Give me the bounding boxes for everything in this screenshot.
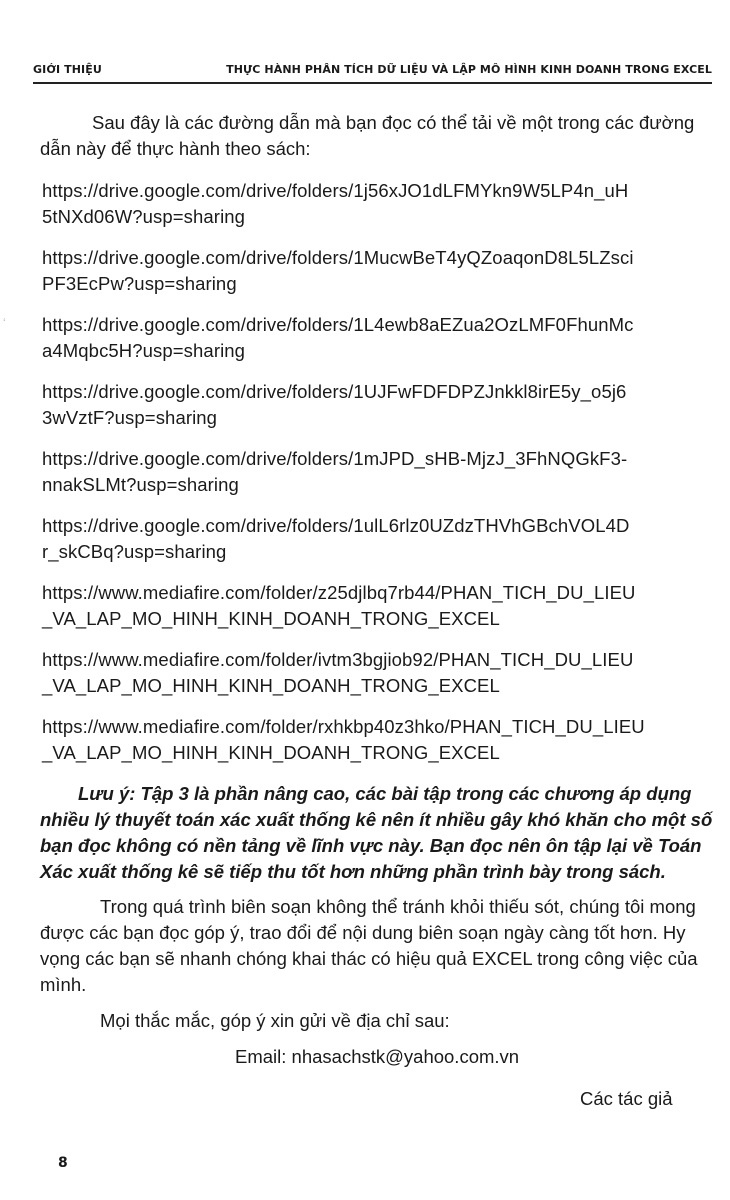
closing-paragraph: Trong quá trình biên soạn không thể tránh khỏi thiếu sót, chúng tôi mong được các bạn đọc góp ý, trao đổi để nội dung biên soạn ngày càng tốt hơn. Hy vọng các bạn sẽ nhanh chóng khai thác có hiệu quả EXCEL trong công việc của mình. [40,896,698,995]
link-line: https://drive.google.com/drive/folders/1MucwBeT4yQZoaqonD8L5LZsci [42,247,634,268]
download-link-4[interactable] [42,379,720,431]
intro-paragraph: Sau đây là các đường dẫn mà bạn đọc có thể tải về một trong các đường dẫn này để thực hành theo sách: [40,112,695,159]
link-line: https://www.mediafire.com/folder/z25djlbq7rb44/PHAN_TICH_DU_LIEU [42,582,636,603]
header-book-title: THỰC HÀNH PHÂN TÍCH DỮ LIỆU VÀ LẬP MÔ HÌNH KINH DOANH TRONG EXCEL [226,63,712,76]
link-line: 5tNXd06W?usp=sharing [42,206,246,227]
page-number: 8 [58,1155,68,1171]
link-line: https://www.mediafire.com/folder/rxhkbp40z3hko/PHAN_TICH_DU_LIEU [42,716,645,737]
link-line: _VA_LAP_MO_HINH_KINH_DOANH_TRONG_EXCEL [42,742,500,763]
link-line: https://www.mediafire.com/folder/ivtm3bgjiob92/PHAN_TICH_DU_LIEU [42,649,634,670]
email-line: Email: nhasachstk@yahoo.com.vn [235,1046,520,1067]
download-link-8[interactable] [42,647,720,699]
download-link-5[interactable] [42,446,720,498]
note-paragraph: Lưu ý: Tập 3 là phần nâng cao, các bài tập trong các chương áp dụng nhiều lý thuyết toán xác xuất thống kê nên ít nhiều gây khó khăn cho một số bạn đọc không có nền tảng về lĩnh vực này. Bạn đọc nên ôn tập lại về Toán Xác xuất thống kê sẽ tiếp thu tốt hơn những phần trình bày trong sách. [40,783,713,882]
link-line: _VA_LAP_MO_HINH_KINH_DOANH_TRONG_EXCEL [42,608,500,629]
link-line: 3wVztF?usp=sharing [42,407,218,428]
download-link-1[interactable] [42,178,720,230]
scan-mark-icon: ʻ [3,316,6,330]
download-link-2[interactable] [42,245,720,297]
link-line: a4Mqbc5H?usp=sharing [42,340,246,361]
link-line: https://drive.google.com/drive/folders/1ulL6rlz0UZdzTHVhGBchVOL4D [42,515,630,536]
link-line: r_skCBq?usp=sharing [42,541,227,562]
running-header [33,60,712,84]
signature: Các tác giả [580,1088,673,1109]
download-link-9[interactable] [42,714,720,766]
link-line: https://drive.google.com/drive/folders/1mJPD_sHB-MjzJ_3FhNQGkF3- [42,448,628,469]
link-line: https://drive.google.com/drive/folders/1j56xJO1dLFMYkn9W5LP4n_uH [42,180,629,201]
header-section-title: GIỚI THIỆU [33,63,102,76]
download-link-7[interactable] [42,580,720,632]
link-line: _VA_LAP_MO_HINH_KINH_DOANH_TRONG_EXCEL [42,675,500,696]
link-line: PF3EcPw?usp=sharing [42,273,237,294]
download-link-3[interactable] [42,312,720,364]
contact-line: Mọi thắc mắc, góp ý xin gửi về địa chỉ sau: [100,1010,450,1031]
link-line: nnakSLMt?usp=sharing [42,474,239,495]
download-link-6[interactable] [42,513,720,565]
page-content [40,110,720,1112]
link-line: https://drive.google.com/drive/folders/1UJFwFDFDPZJnkkl8irE5y_o5j6 [42,381,627,402]
link-line: https://drive.google.com/drive/folders/1L4ewb8aEZua2OzLMF0FhunMc [42,314,634,335]
